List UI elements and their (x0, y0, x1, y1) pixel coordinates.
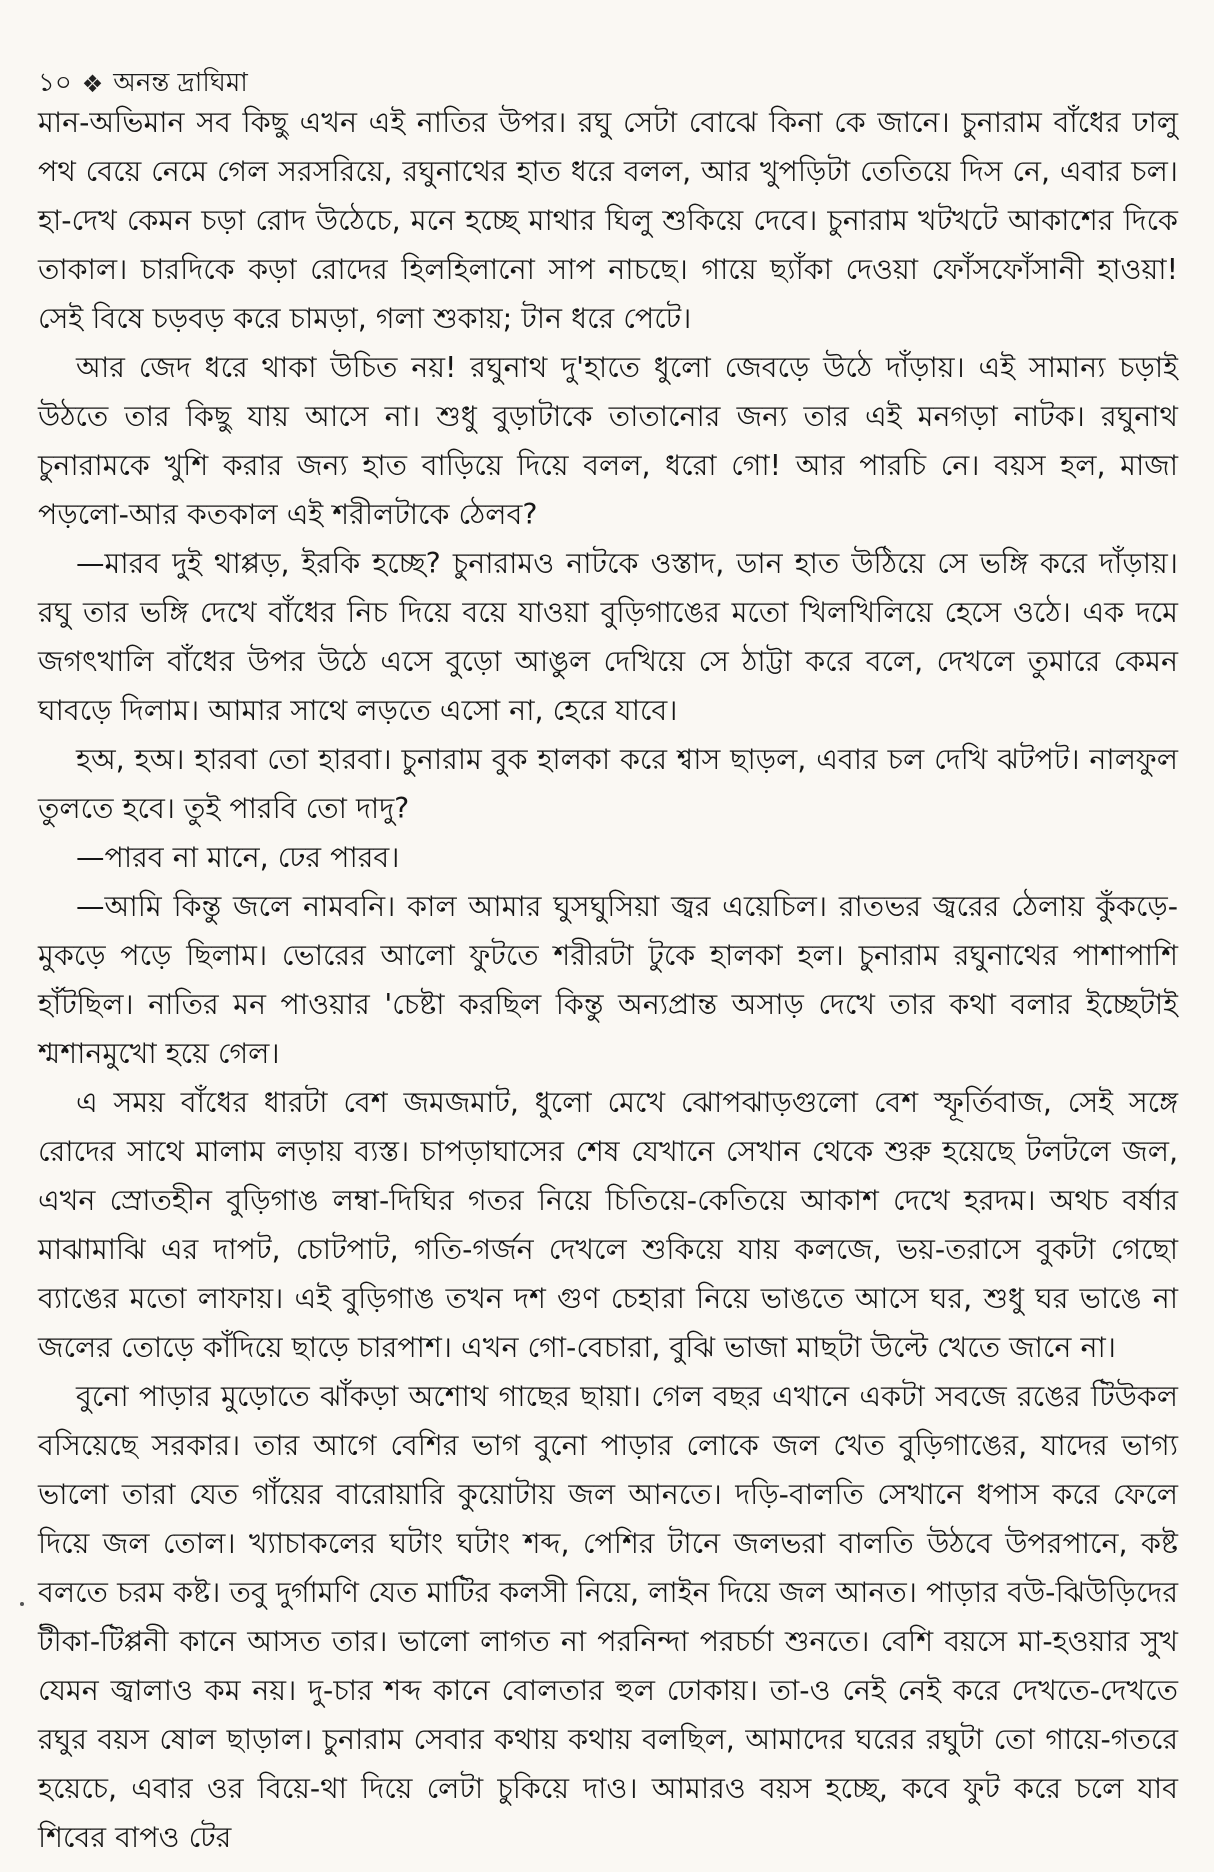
page-body (38, 98, 1178, 1862)
paragraph: —পারব না মানে, ঢের পারব। (76, 841, 400, 874)
paragraph: —আমি কিন্তু জলে নামবনি। কাল আমার ঘুসঘুসিয়া জ্বর এয়েচিল। রাতভর জ্বরের ঠেলায় কুঁকড়ে-মুকড়ে পড়ে ছিলাম। ভোরের আলো ফুটতে শরীরটা টুকে হালকা হল। চুনারাম রঘুনাথের পাশাপাশি হাঁটছিল। নাতির মন পাওয়ার 'চেষ্টা করছিল কিন্তু অন্যপ্রান্ত অসাড় দেখে তার কথা বলার ইচ্ছেটাই শ্মশানমুখো হয়ে গেল। (38, 890, 1178, 1070)
page-number: ১০ (38, 68, 72, 98)
scan-speck (20, 1602, 24, 1606)
paragraph: বুনো পাড়ার মুড়োতে ঝাঁকড়া অশোথ গাছের ছায়া। গেল বছর এখানে একটা সবজে রঙের টিউকল বসিয়েছে সরকার। তার আগে বেশির ভাগ বুনো পাড়ার লোকে জল খেত বুড়িগাঙের, যাদের ভাগ্য ভালো তারা যেত গাঁয়ের বারোয়ারি কুয়োটায় জল আনতে। দড়ি-বালতি সেখানে ধপাস করে ফেলে দিয়ে জল তোল। খ্যাচাকলের ঘটাং ঘটাং শব্দ, পেশির টানে জলভরা বালতি উঠবে উপরপানে, কষ্ট বলতে চরম কষ্ট। তবু দুর্গামণি যেত মাটির কলসী নিয়ে, লাইন দিয়ে জল আনত। পাড়ার বউ-ঝিউড়িদের টীকা-টিপ্পনী কানে আসত তার। ভালো লাগত না পরনিন্দা পরচর্চা শুনতে। বেশি বয়সে মা-হওয়ার সুখ যেমন জ্বালাও কম নয়। দু-চার শব্দ কানে বোলতার হুল ঢোকায়। তা-ও নেই নেই করে দেখতে-দেখতে রঘুর বয়স ষোল ছাড়াল। চুনারাম সেবার কথায় কথায় বলছিল, আমাদের ঘরের রঘুটা তো গায়ে-গতরে হয়েচে, এবার ওর বিয়ে-থা দিয়ে লেটা চুকিয়ে দাও। আমারও বয়স হচ্ছে, কবে ফুট করে চলে যাব শিবের বাপও টের (38, 1380, 1178, 1854)
paragraph: —মারব দুই থাপ্পড়, ইরকি হচ্ছে? চুনারামও নাটকে ওস্তাদ, ডান হাত উঠিয়ে সে ভঙ্গি করে দাঁড়ায়। রঘু তার ভঙ্গি দেখে বাঁধের নিচ দিয়ে বয়ে যাওয়া বুড়িগাঙের মতো খিলখিলিয়ে হেসে ওঠে। এক দমে জগৎখালি বাঁধের উপর উঠে এসে বুড়ো আঙুল দেখিয়ে সে ঠাট্টা করে বলে, দেখলে তুমারে কেমন ঘাবড়ে দিলাম। আমার সাথে লড়তে এসো না, হেরে যাবে। (38, 547, 1178, 727)
book-title: অনন্ত দ্রাঘিমা (113, 68, 248, 98)
ornament-icon: ❖ (81, 70, 104, 98)
paragraph: মান-অভিমান সব কিছু এখন এই নাতির উপর। রঘু সেটা বোঝে কিনা কে জানে। চুনারাম বাঁধের ঢালু পথ বেয়ে নেমে গেল সরসরিয়ে, রঘুনাথের হাত ধরে বলল, আর খুপড়িটা তেতিয়ে দিস নে, এবার চল। হা-দেখ কেমন চড়া রোদ উঠেচে, মনে হচ্ছে মাথার ঘিলু শুকিয়ে দেবে। চুনারাম খটখটে আকাশের দিকে তাকাল। চারদিকে কড়া রোদের হিলহিলানো সাপ নাচছে। গায়ে ছ্যাঁকা দেওয়া ফোঁসফোঁসানী হাওয়া! সেই বিষে চড়বড় করে চামড়া, গলা শুকায়; টান ধরে পেটে। (38, 106, 1178, 335)
paragraph: হঅ, হঅ। হারবা তো হারবা। চুনারাম বুক হালকা করে শ্বাস ছাড়ল, এবার চল দেখি ঝটপট। নালফুল তুলতে হবে। তুই পারবি তো দাদু? (38, 743, 1178, 825)
paragraph: এ সময় বাঁধের ধারটা বেশ জমজমাট, ধুলো মেখে ঝোপঝাড়গুলো বেশ স্ফূর্তিবাজ, সেই সঙ্গে রোদের সাথে মালাম লড়ায় ব্যস্ত। চাপড়াঘাসের শেষ যেখানে সেখান থেকে শুরু হয়েছে টলটলে জল, এখন স্রোতহীন বুড়িগাঙ লম্বা-দিঘির গতর নিয়ে চিতিয়ে-কেতিয়ে আকাশ দেখে হরদম। অথচ বর্ষার মাঝামাঝি এর দাপট, চোটপাট, গতি-গর্জন দেখলে শুকিয়ে যায় কলজে, ভয়-তরাসে বুকটা গেছো ব্যাঙের মতো লাফায়। এই বুড়িগাঙ তখন দশ গুণ চেহারা নিয়ে ভাঙতে আসে ঘর, শুধু ঘর ভাঙে না জলের তোড়ে কাঁদিয়ে ছাড়ে চারপাশ। এখন গো-বেচারা, বুঝি ভাজা মাছটা উল্টে খেতে জানে না। (38, 1086, 1178, 1364)
paragraph: আর জেদ ধরে থাকা উচিত নয়! রঘুনাথ দু'হাতে ধুলো জেবড়ে উঠে দাঁড়ায়। এই সামান্য চড়াই উঠতে তার কিছু যায় আসে না। শুধু বুড়াটাকে তাতানোর জন্য তার এই মনগড়া নাটক। রঘুনাথ চুনারামকে খুশি করার জন্য হাত বাড়িয়ে দিয়ে বলল, ধরো গো! আর পারচি নে। বয়স হল, মাজা পড়লো-আর কতকাল এই শরীলটাকে ঠেলব? (38, 351, 1178, 531)
